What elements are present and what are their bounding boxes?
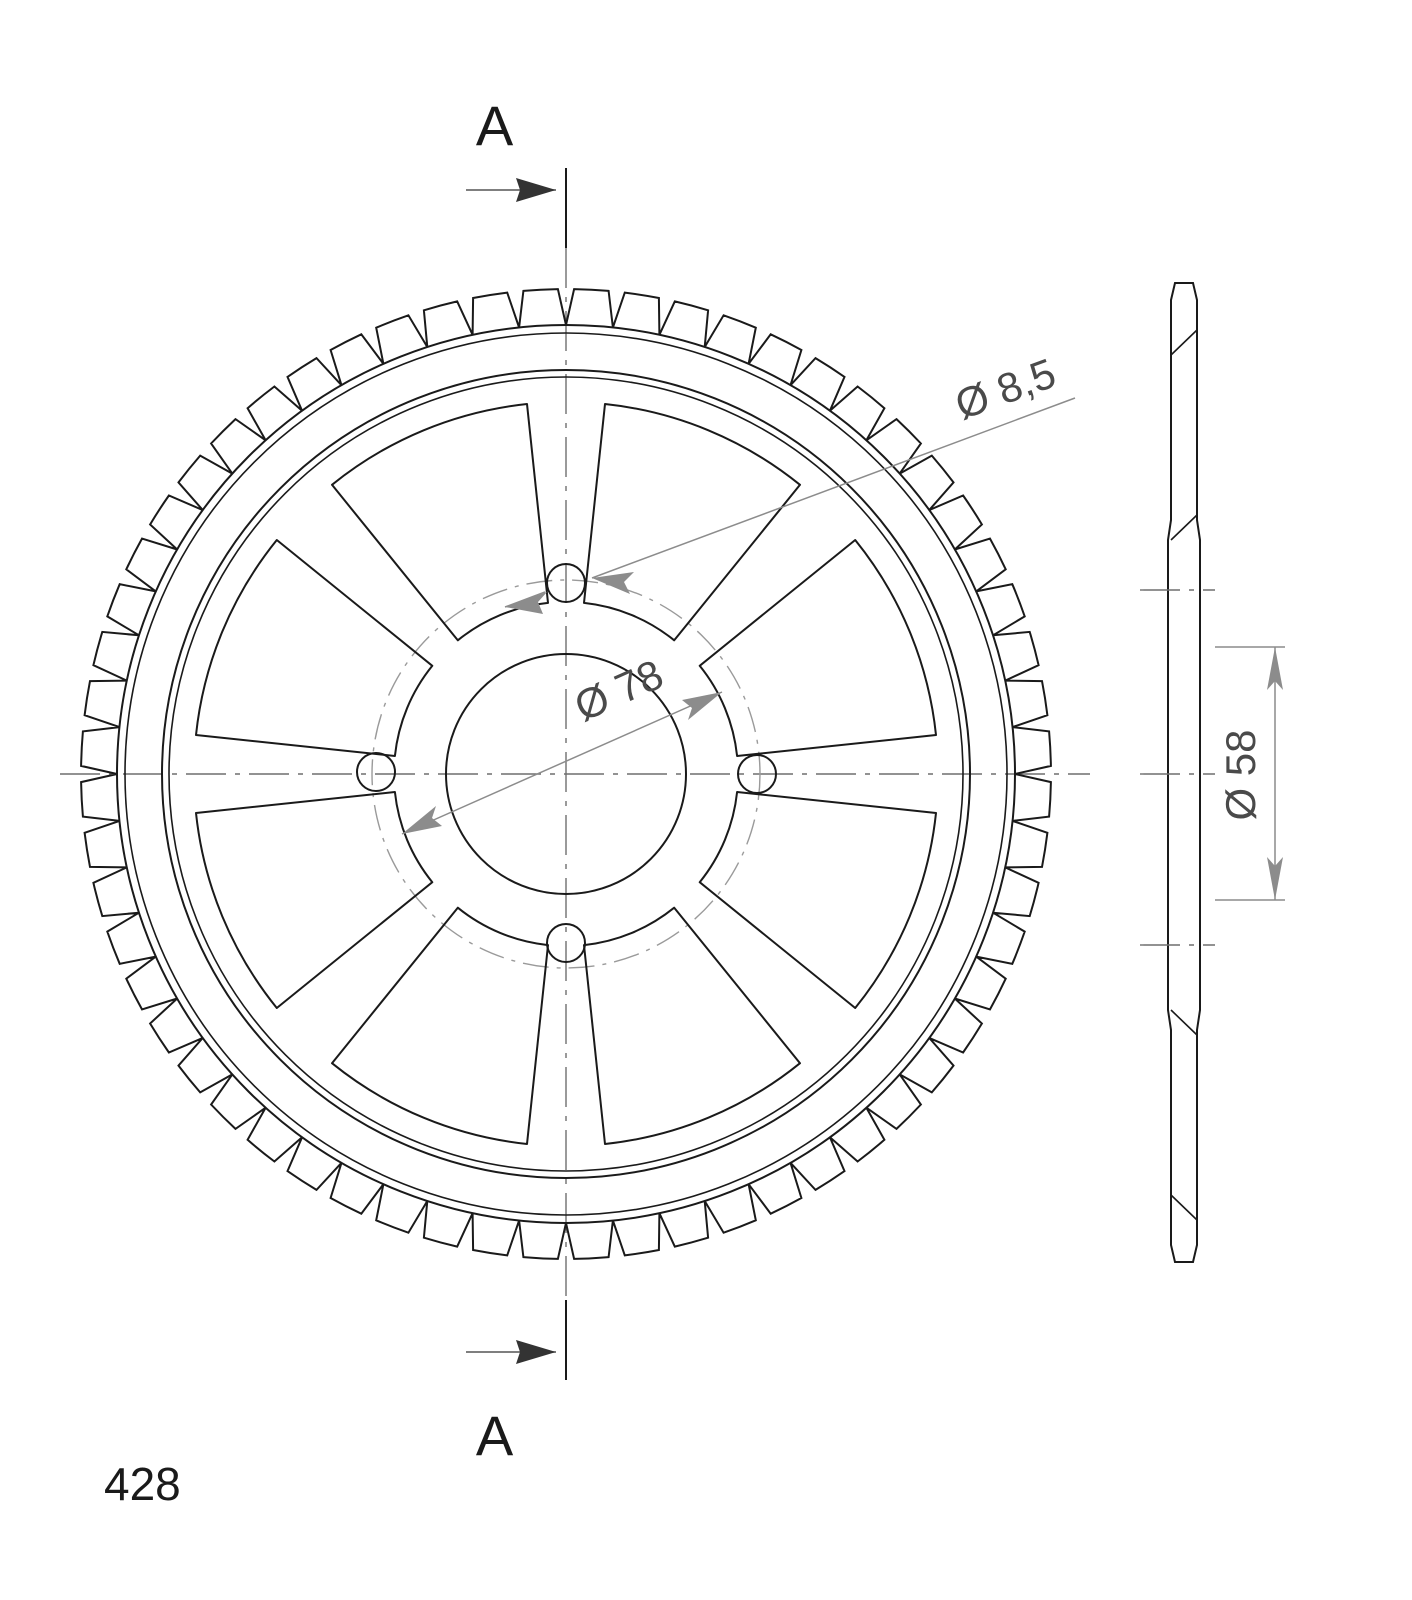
section-mark-top — [466, 168, 566, 248]
section-letter-bottom: A — [475, 1404, 515, 1467]
leader-arrow-bc-right — [682, 692, 722, 720]
chain-pitch-label: 428 — [104, 1458, 181, 1510]
section-detail-line-3 — [1171, 1010, 1197, 1035]
section-arrow-top — [516, 178, 556, 202]
section-detail-line-1 — [1171, 330, 1197, 355]
front-view-group — [60, 248, 1090, 1300]
section-detail-line-2 — [1171, 515, 1197, 540]
dimension-bolt-circle — [402, 692, 722, 834]
section-arrow-bottom — [516, 1340, 556, 1364]
section-detail-line-4 — [1171, 1195, 1197, 1220]
lightening-pocket — [584, 908, 800, 1144]
section-mark-bottom — [466, 1300, 566, 1380]
leader-arrow-bc-left — [402, 806, 442, 834]
dimension-label-center-bore: Ø 58 — [1217, 729, 1264, 821]
dimension-label-bolt-hole: Ø 8,5 — [949, 349, 1062, 429]
lightening-pocket — [700, 540, 936, 756]
mounting-hole-left — [357, 753, 395, 791]
dimension-label-bolt-circle: Ø 78 — [567, 650, 670, 731]
lightening-pocket — [196, 540, 432, 756]
lightening-pocket — [700, 792, 936, 1008]
lightening-pocket — [332, 908, 548, 1144]
section-letter-top: A — [475, 94, 515, 157]
lightening-pocket — [584, 404, 800, 640]
lightening-pocket — [196, 792, 432, 1008]
section-profile-outline — [1168, 283, 1200, 1262]
